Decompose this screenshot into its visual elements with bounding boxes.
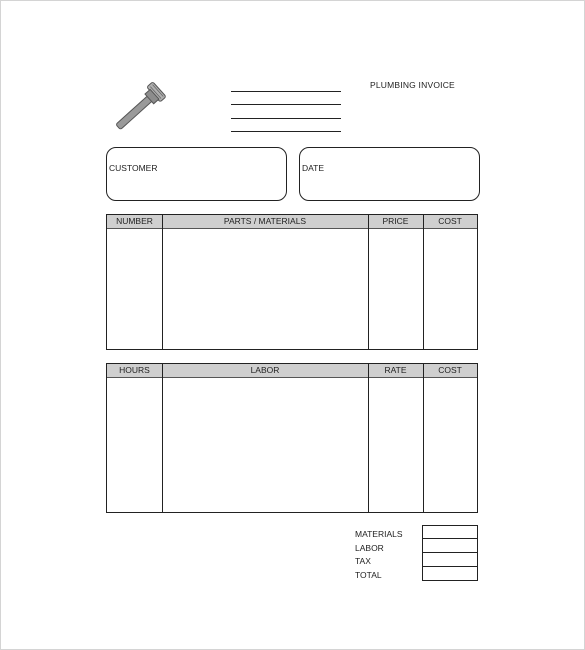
totals-label-total: TOTAL <box>355 570 382 580</box>
parts-table <box>106 214 478 350</box>
totals-label-materials: MATERIALS <box>355 529 403 539</box>
parts-header-materials: PARTS / MATERIALS <box>223 216 307 226</box>
pipe-wrench-icon <box>109 79 171 137</box>
totals-value-total[interactable] <box>422 567 478 581</box>
labor-table <box>106 363 478 513</box>
date-box[interactable] <box>299 147 480 201</box>
invoice-title: PLUMBING INVOICE <box>370 80 455 90</box>
address-line-2 <box>231 104 341 105</box>
totals-value-tax[interactable] <box>422 553 478 567</box>
totals-label-labor: LABOR <box>355 543 384 553</box>
customer-label: CUSTOMER <box>109 163 158 173</box>
labor-header-cost: COST <box>438 365 462 375</box>
labor-column-divider-1 <box>162 364 163 512</box>
address-line-3 <box>231 118 341 119</box>
parts-header-price: PRICE <box>382 216 409 226</box>
parts-column-divider-1 <box>162 215 163 349</box>
parts-header-cost: COST <box>438 216 462 226</box>
customer-box[interactable] <box>106 147 287 201</box>
address-line-4 <box>231 131 341 132</box>
parts-header-number: NUMBER <box>116 216 153 226</box>
date-label: DATE <box>302 163 325 173</box>
totals-value-labor[interactable] <box>422 539 478 553</box>
labor-column-divider-2 <box>368 364 369 512</box>
address-line-1 <box>231 91 341 92</box>
labor-column-divider-3 <box>423 364 424 512</box>
labor-header-rate: RATE <box>384 365 407 375</box>
parts-column-divider-2 <box>368 215 369 349</box>
totals-label-tax: TAX <box>355 556 371 566</box>
labor-header-hours: HOURS <box>119 365 150 375</box>
parts-column-divider-3 <box>423 215 424 349</box>
totals-value-materials[interactable] <box>422 525 478 539</box>
labor-header-labor: LABOR <box>250 365 280 375</box>
